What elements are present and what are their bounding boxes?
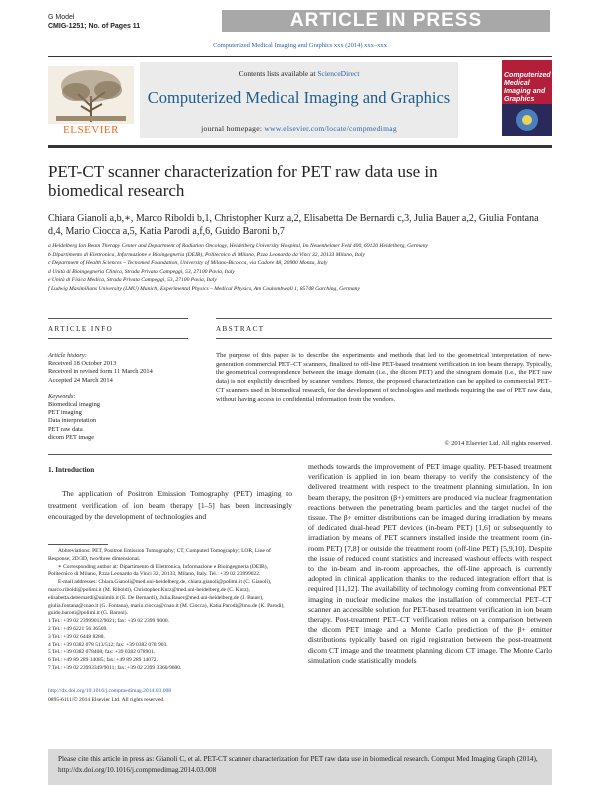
introduction-paragraph: The application of Positron Emission Tomography (PET) imaging to treatment verification of ion beam therapy [1–5] has been increasingly encouraged by the development of technologies and bbox=[48, 489, 292, 521]
affiliation: c Department of Health Sciences – Tecnomed Foundation, University of Milano-Bicocca, via Cadore 48, 20900 Monza, Italy bbox=[48, 260, 328, 267]
introduction-heading: 1. Introduction bbox=[48, 466, 95, 474]
footnote: 6 Tel.: +49 89 289 14085; fax: +49 89 289 14072. bbox=[48, 657, 158, 664]
affiliation: e Unità di Fisica Medica, Strada Privata Campeggi, 53, 27100 Pavia, Italy bbox=[48, 277, 217, 284]
divider bbox=[48, 318, 188, 319]
keyword: Biomedical imaging bbox=[48, 401, 101, 409]
footnote: 3 Tel.: +39 02 6448 8288. bbox=[48, 633, 105, 640]
article-title: PET-CT scanner characterization for PET raw data use in biomedical research bbox=[48, 162, 438, 200]
homepage-link[interactable]: www.elsevier.com/locate/compmedimag bbox=[264, 124, 397, 133]
keyword: Data interpretation bbox=[48, 417, 97, 425]
footnote: 4 Tel.: +39 0382 078 513/512; fax: +39 0382 078 903. bbox=[48, 641, 168, 648]
issn-line: 0895-6111/© 2014 Elsevier Ltd. All rights reserved. bbox=[48, 696, 165, 703]
divider bbox=[216, 318, 552, 319]
manuscript-id bbox=[48, 14, 140, 31]
affiliation: b Dipartimento di Elettronica, Informazione e Bioingegneria (DEIB), Politecnico di Milano, P.zza Leonardo da Vinci 32, 20133 Milano, Italy bbox=[48, 251, 365, 258]
divider bbox=[216, 338, 552, 339]
copyright-notice: © 2014 Elsevier Ltd. All rights reserved. bbox=[444, 440, 552, 447]
history-item: Accepted 24 March 2014 bbox=[48, 376, 113, 384]
affiliation: a Heidelberg Ion Beam Therapy Center and Department of Radiation Oncology, Heidelberg University Hospital, Im Neuenheimer Feld 400, 69120 Heidelberg, Germany bbox=[48, 243, 428, 249]
cite-this-article[interactable]: Please cite this article in press as: Gianoli C, et al. PET-CT scanner characterization for PET raw data use in biomedical research. Comput Med Imaging Graph (2014), http://dx.doi.org/10.1016/j.compmedimag.2014.03.008 bbox=[58, 755, 538, 774]
contents-prefix: Contents lists available at bbox=[238, 69, 318, 78]
abstract-text: The purpose of this paper is to describe the experiments and methods that led to the geometrical interpretation of new-generation commercial PET–CT scanners, finalized to off-line PET-based treatment verification in ion beam therapy. Typically, the geometrical correspondence between the image domain (i.e., the dicom PET) and the sinogram domain (i.e., the PET raw data) is not explicitly described by scanner vendors. Hence, the proposed characterization can be applied to commercial PET–CT scanners used in biomedical research, for the development of technologies and methods requiring the use of PET raw data, without having access to confidential information from the vendors. bbox=[216, 352, 552, 403]
history-item: Received in revised form 11 March 2014 bbox=[48, 368, 153, 376]
contents-line bbox=[140, 69, 458, 78]
doi-footer bbox=[48, 687, 292, 704]
keywords-label: Keywords: bbox=[48, 392, 76, 400]
elsevier-tree-icon bbox=[48, 66, 134, 124]
footnote: E-mail addresses: Chiara.Gianoli@med.uni-heidelberg.de, chiara.gianoli@polimi.it (C. Gianoli), marco.riboldi@polimi.it (M. Riboldi), Christopher.Kurz@med.uni-heidelberg.de (C. Kurz), elisabetta.debernardi@unimib.it (E. De Bernardi), Julia.Bauer@med.uni-heidelberg.de (J. Bauer), giulia.fontana@cnao.it (G. Fontana), mario.ciocca@cnao.it (M. Ciocca), Katia.Parodi@lmu.de (K. Parodi), guido.baroni@polimi.it (G. Baroni). bbox=[48, 579, 285, 617]
footnote: 7 Tel.: +39 02 23993349/9011; fax: +39 02 2399 3360/9000. bbox=[48, 664, 182, 671]
affiliation: d Unità di Bioingegneria Clinica, Strada Privata Campeggi, 53, 27100 Pavia, Italy bbox=[48, 268, 235, 275]
footnote: 1 Tel.: +39 02 23999012/9021; fax: +39 02 2399 9000. bbox=[48, 618, 170, 625]
affiliations bbox=[48, 242, 552, 294]
sciencedirect-link[interactable]: ScienceDirect bbox=[317, 69, 360, 78]
divider bbox=[48, 454, 552, 455]
cover-title: Computerized Medical Imaging and Graphics bbox=[504, 72, 551, 103]
keyword: PET imaging bbox=[48, 409, 82, 417]
keyword: dicom PET image bbox=[48, 433, 95, 441]
footnote: Abbreviations: PET, Positron Emission Tomography; CT, Computed Tomography; LOR, Line of Response; 2D/3D, two/three dimensional. bbox=[48, 548, 271, 562]
keyword: PET raw data bbox=[48, 425, 83, 433]
pages-label: CMIG-1251; No. of Pages 11 bbox=[48, 22, 141, 30]
footnote: 2 Tel.: +49 6221 56 36569. bbox=[48, 625, 108, 632]
divider bbox=[48, 338, 188, 339]
article-info-heading: ARTICLE INFO bbox=[48, 325, 114, 333]
homepage-prefix: journal homepage: bbox=[201, 124, 265, 133]
footnote: 5 Tel.: +39 0382 078408; fax: +39 0382 078901. bbox=[48, 649, 156, 656]
footnote-divider bbox=[48, 544, 108, 545]
history-label: Article history: bbox=[48, 352, 87, 359]
footnote: ∗ Corresponding author at: Dipartimento di Elettronica, Informazione e Bioingegneria (DEIB), Politecnico di Milano, P.zza Leonardo da Vinci 32, 20133, Milano, Italy. Tel.: +39 02 23999022. bbox=[48, 563, 268, 578]
author-list: Chiara Gianoli a,b,∗, Marco Riboldi b,1, Christopher Kurz a,2, Elisabetta De Bernardi c,3, Julia Bauer a,2, Giulia Fontana d,4, Mario Ciocca a,5, Katia Parodi a,f,6, Guido Baroni b,7 bbox=[48, 213, 539, 237]
doi-link[interactable]: http://dx.doi.org/10.1016/j.compmedimag.2014.03.008 bbox=[48, 688, 172, 694]
footnotes bbox=[48, 548, 292, 673]
abstract-heading: ABSTRACT bbox=[216, 325, 265, 333]
affiliation: f Ludwig Maximilians University (LMU) Munich, Experimental Physics – Medical Physics, Am Coulombwall 1, 85748 Garching, Germany bbox=[48, 285, 360, 292]
elsevier-wordmark: ELSEVIER bbox=[63, 124, 119, 136]
g-model-label: G Model bbox=[48, 14, 75, 21]
journal-citation-link[interactable]: Computerized Medical Imaging and Graphics xxx (2014) xxx–xxx bbox=[213, 42, 387, 49]
article-info bbox=[48, 352, 188, 442]
journal-homepage bbox=[140, 124, 458, 133]
body-text-right-column: methods towards the improvement of PET image quality. PET-based treatment verification is applied in ion beam therapy to verify the consistency of the delivered treatment with respect to the treatment planning simulation. In ion beam therapy, the positron (β+) emitters are produced via nuclear fragmentation reactions between the penetrating beam particles and the target nuclei of the tissue. The β+ emitter distributions can be imaged during irradiation by means of dedicated dual-head PET devices (in-beam PET) [1,6] or subsequently to irradiation by means of PET scanners installed inside the treatment room (in-room PET) [7,8] or outside the treatment room (off-line PET) [5,9,10]. Despite the issue of reduced count statistics and increased washout effects with respect to the in-beam and in-room approaches, the off-line approach is currently adopted in clinical application thanks to the reduced integration effort that is required [11,12]. The availability of technology coming from conventional PET imaging in nuclear medicine makes the installation of commercial PET–CT scanner an accessible solution for PET-based treatment verification in ion beam therapy. Post-treatment PET–CT verification relies on a comparison between the dicom PET image and a Monte Carlo prediction of the β+ emitter distributions typically based on rigid registration between the post-treatment dicom CT image and the treatment planning dicom CT image. The Monte Carlo simulation code statistically models bbox=[308, 462, 552, 665]
history-item: Received 18 October 2013 bbox=[48, 360, 117, 368]
journal-title: Computerized Medical Imaging and Graphics bbox=[147, 88, 451, 107]
article-in-press-banner: ARTICLE IN PRESS bbox=[222, 10, 550, 32]
